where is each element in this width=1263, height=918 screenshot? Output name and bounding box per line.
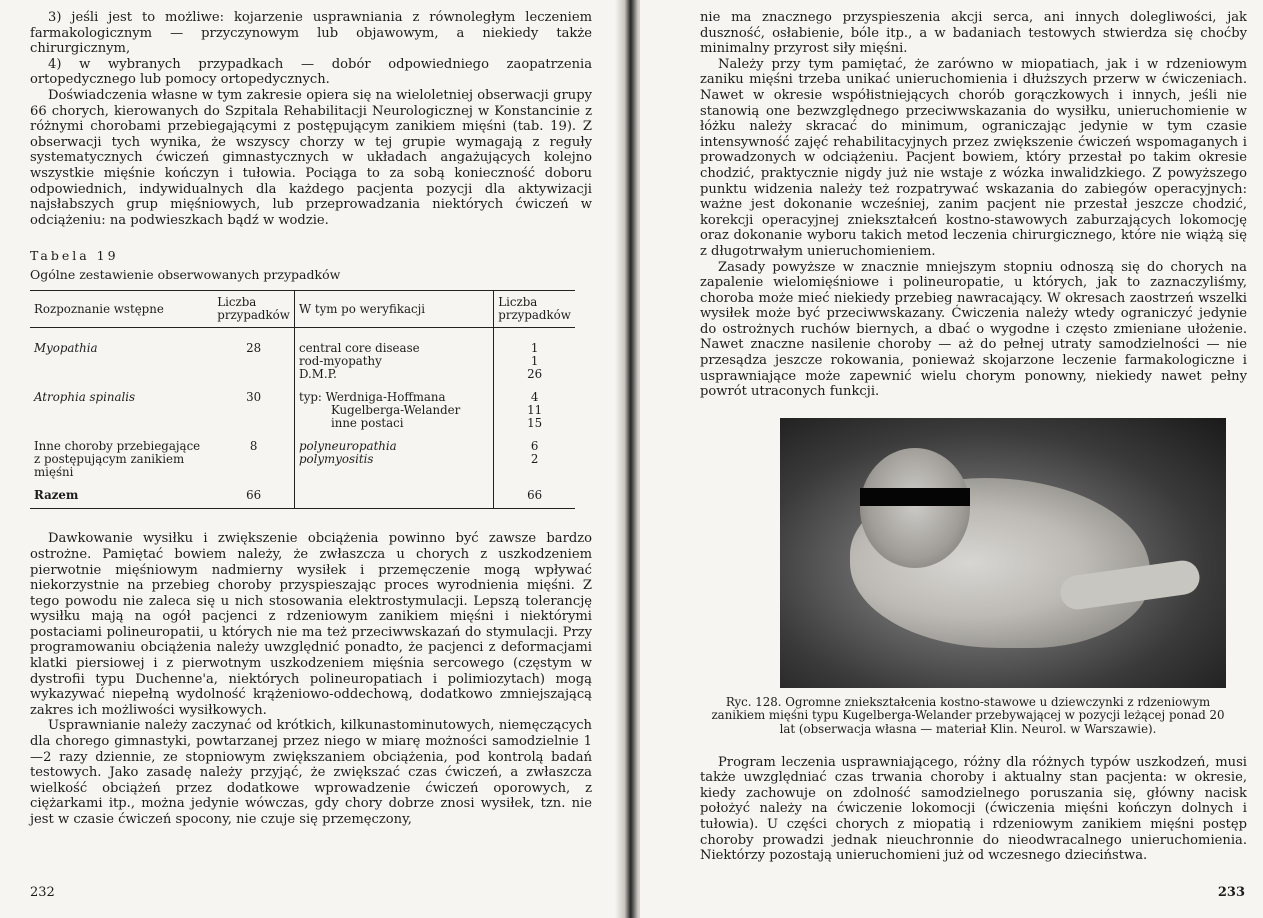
subcount: 1 (530, 354, 539, 369)
subcount: 6 (530, 439, 539, 454)
paragraph: Program leczenia usprawniającego, różny dla różnych typów uszkodzeń, musi także uwzględniać czas trwania choroby i aktualny stan pacjenta: w okresie, kiedy zachowuje on zdolność samodzielnego poruszania się, główny nacisk położyć należy na ćwiczenie lokomocji (ćwiczenia mięśni kończyn dolnych i tułowia). U części chorych z miopatią i rdzeniowym zanikiem mięśni postęp choroby prowadzi jednak nieuchronnie do nieodwracalnego unieruchomienia. Niektórzy pozostają unieruchomieni już od wczesnego dzieciństwa. (700, 754, 1247, 864)
header-count2: Liczba przypadków (494, 291, 575, 328)
paragraph: Dawkowanie wysiłku i zwiększenie obciążenia powinno być zawsze bardzo ostrożne. Pamiętać bowiem należy, że zwłaszcza u chorych z uszkodzeniem pierwotnie mięśniowym nadmierny wysiłek i przemęczenie mogą wpływać niekorzystnie na przebieg choroby przyspieszając proces wyrodnienia mięśni. Z tego powodu nie zaleca się u nich stosowania elektrostymulacji. Lepszą tolerancję wysiłku mają na ogół pacjenci z rdzeniowym zanikiem mięśni i niektórymi postaciami polineuropatii, u których nie ma też przeciwwskazań do stymulacji. Przy programowaniu obciążenia należy uwzględnić ponadto, że pacjenci z deformacjami klatki piersiowej i z pierwotnym uszkodzeniem mięśnia sercowego (częstym w dystrofii typu Duchenne'a, niektórych polineuropatiach i polimiozytach) mogą wykazywać niepełną wydolność krążeniowo-oddechową, dodatkowo zmniejszającą zakres ich możliwości wysiłkowych. (30, 531, 592, 718)
row-diagnosis: Inne choroby przebiegające z postępującym zanikiem mięśni (34, 439, 201, 480)
paragraph: Doświadczenia własne w tym zakresie opiera się na wieloletniej obserwacji grupy 66 chorych, kierowanych do Szpitala Rehabilitacji Neurologicznej w Konstancinie z różnymi chorobami przebiegającymi z postępującym zanikiem mięśni (tab. 19). Z obserwacji tych wynika, że wszyscy chorzy w tej grupie wymagają z reguły systematycznych ćwiczeń gimnastycznych w układach angażujących kolejno wszystkie mięśnie kończyn i tułowia. Pociąga to za sobą konieczność doboru odpowiednich, indywidualnych dla każdego pacjenta pozycji dla aktywizacji najsłabszych grup mięśniowych, lub przeprowadzania niektórych ćwiczeń w odciążeniu: na podwieszkach bądź w wodzie. (30, 87, 592, 228)
paragraph: Usprawnianie należy zaczynać od krótkich, kilkunastominutowych, niemęczących dla chorego gimnastyki, powtarzanej przez niego w miarę możności samodzielnie 1—2 razy dziennie, ze stopniowym zwiększaniem obciążenia, pod kontrolą badań testowych. Jako zasadę należy przyjąć, że zwiększać czas ćwiczeń, a zwłaszcza wielkość obciążeń przez dodatkowe wprowadzenie ćwiczeń oporowych, z ciężarkami itp., można jedynie wówczas, gdy chory dobrze znosi wysiłek, tzn. nie jest w czasie ćwiczeń spocony, nie czuje się przemęczony, (30, 718, 592, 827)
right-page (640, 0, 1263, 918)
paragraph: 3) jeśli jest to możliwe: kojarzenie usprawniania z równoległym leczeniem farmakologicznym — przyczynowym lub objawowym, a niekiedy także chirurgicznym, (30, 10, 592, 57)
subtype: central core disease (298, 341, 420, 356)
total-count2: 66 (494, 485, 575, 508)
subtype: D.M.P. (298, 367, 337, 382)
table-total-row (30, 485, 575, 508)
header-count1: Liczba przypadków (213, 291, 294, 328)
table-row (30, 328, 575, 388)
subtype: inne postaci (330, 416, 404, 431)
total-count1: 66 (246, 488, 262, 503)
header-verification: W tym po weryfikacji (294, 291, 493, 328)
subcount: 2 (530, 452, 539, 467)
subtype: polyneuropathia (298, 439, 397, 454)
subcount: 4 (530, 390, 539, 405)
paragraph: 4) w wybranych przypadkach — dobór odpowiedniego zaopatrzenia ortopedycznego lub pomocy ortopedycznych. (30, 56, 592, 88)
table-bottom-rule (30, 508, 575, 509)
table-row (30, 387, 575, 436)
left-page (0, 0, 622, 918)
table-title: Ogólne zestawienie obserwowanych przypadków (30, 267, 341, 283)
row-diagnosis: Myopathia (34, 341, 98, 356)
table-header-row (30, 291, 575, 328)
subcount: 26 (527, 367, 543, 382)
subtype: polymyositis (298, 452, 374, 467)
subtype: typ: Werdniga-Hoffmana (298, 390, 446, 405)
header-diagnosis: Rozpoznanie wstępne (30, 291, 213, 328)
row-subtypes (294, 328, 493, 388)
page-number: 233 (1217, 885, 1245, 900)
row-subcounts (494, 387, 575, 436)
row-diagnosis: Atrophia spinalis (34, 390, 136, 405)
total-label: Razem (34, 488, 79, 503)
subtype: rod-myopathy (298, 354, 382, 369)
censor-bar (860, 488, 970, 506)
subtype: Kugelberga-Welander (330, 403, 461, 418)
subcount: 11 (527, 403, 543, 418)
total-empty (294, 485, 493, 508)
row-subcounts (494, 436, 575, 485)
spacer (700, 737, 1247, 755)
page-number: 232 (30, 885, 55, 900)
row-count: 28 (246, 341, 262, 356)
paragraph: nie ma znacznego przyspieszenia akcji serca, ani innych dolegliwości, jak duszność, osłabienie, bóle itp., a w badaniach testowych stwierdza się choćby minimalny przyrost siły mięśni. (700, 10, 1247, 57)
row-subtypes (294, 436, 493, 485)
row-subtypes (294, 387, 493, 436)
table-row (30, 436, 575, 485)
row-count: 30 (246, 390, 262, 405)
photo-figure-head (860, 448, 970, 568)
paragraph: Należy przy tym pamiętać, że zarówno w miopatiach, jak i w rdzeniowym zaniku mięśni trzeba unikać unieruchomienia i dłuższych przerw w ćwiczeniach. Nawet w okresie współistniejących chorób gorączkowych i innych, jeśli nie stanowią one bezwzględnego przeciwwskazania do wysiłku, unieruchomienie w łóżku należy skracać do minimum, ograniczając jedynie w tym czasie intensywność zajęć rehabilitacyjnych przez zwiększenie ćwiczeń wspomaganych i prowadzonych w odciążeniu. Pacjent bowiem, który przestał po takim okresie chodzić, praktycznie nigdy już nie wstaje z wózka inwalidzkiego. Z powyższego punktu widzenia należy też rozpatrywać wskazania do zabiegów operacyjnych: ważne jest dokonanie wcześniej, zanim pacjent nie przestał jeszcze chodzić, korekcji operacyjnej zniekształceń kostno-stawowych zaburzających lokomocję oraz dokonanie wyboru takich metod leczenia chirurgicznego, które nie wiążą się z długotrwałym unieruchomieniem. (700, 56, 1247, 259)
figure-caption: Ryc. 128. Ogromne zniekształcenia kostno-stawowe u dziewczynki z rdzeniowym zanikiem mięśni typu Kugelberga-Welander przebywającej w pozycji leżącej ponad 20 lat (obserwacja własna — materiał Klin. Neurol. w Warszawie). (711, 694, 1225, 737)
table-label: Tabela 19 (30, 248, 119, 264)
figure-photo (780, 418, 1226, 688)
subcount: 15 (527, 416, 543, 431)
subcount: 1 (530, 341, 539, 356)
row-count: 8 (249, 439, 258, 454)
paragraph: Zasady powyższe w znacznie mniejszym stopniu odnoszą się do chorych na zapalenie wielomięśniowe i polineuropatie, u których, jak to zaznaczyliśmy, choroba może mieć niekiedy przebieg nawracający. W okresach zaostrzeń wszelki wysiłek może być przeciwwskazany. Ćwiczenia należy wtedy ograniczyć jedynie do ostrożnych ruchów biernych, a dbać o wygodne i często zmieniane ułożenie. Nawet znaczne nasilenie choroby — aż do pełnej utraty samodzielności — nie przesądza jeszcze rokowania, ponieważ skojarzone leczenie farmakologiczne i usprawniające może zapewnić wielu chorym ponowny, niekiedy nawet pełny powrót utraconych funkcji. (700, 259, 1247, 400)
cases-table (30, 290, 575, 508)
row-subcounts (494, 328, 575, 388)
